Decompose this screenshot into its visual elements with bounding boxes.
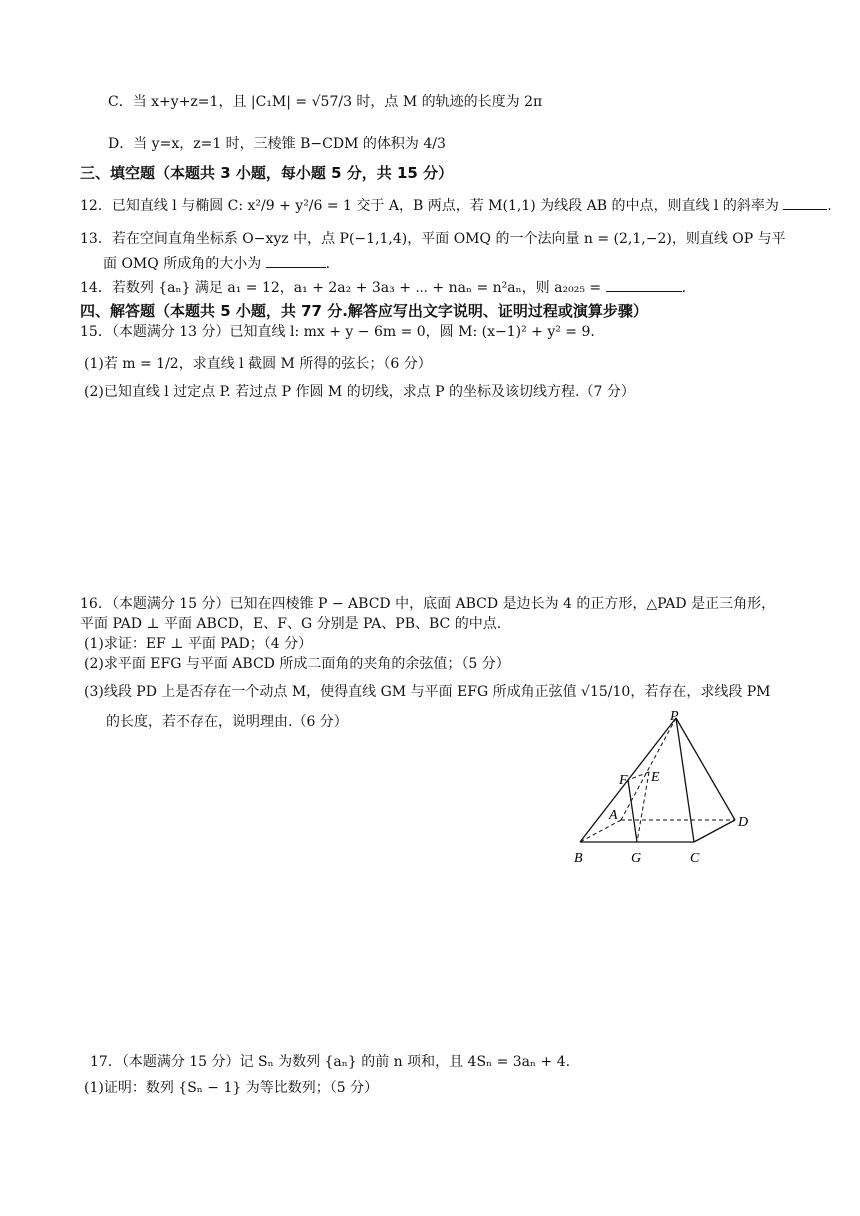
label-C: C <box>690 851 700 866</box>
edge-PD <box>676 718 735 820</box>
answer-blank <box>266 253 326 268</box>
answer-blank <box>606 277 682 292</box>
question-15-part1: (1)若 m = 1/2，求直线 l 截圆 M 所得的弦长；（6 分） <box>84 356 432 372</box>
label-P: P <box>670 709 679 724</box>
section-4-heading: 四、解答题（本题共 5 小题，共 77 分.解答应写出文字说明、证明过程或演算步骤） <box>80 302 648 320</box>
label-D: D <box>738 815 749 830</box>
question-16-part2: (2)求平面 EFG 与平面 ABCD 所成二面角的夹角的余弦值；（5 分） <box>84 656 510 672</box>
edge-CD <box>694 820 735 842</box>
question-16-line2: 平面 PAD ⊥ 平面 ABCD，E、F、G 分别是 PA、PB、BC 的中点. <box>80 616 502 632</box>
label-G: G <box>631 851 642 866</box>
pyramid-figure <box>565 706 765 876</box>
edge-PA <box>621 718 676 820</box>
question-16-part3-line1: (3)线段 PD 上是否存在一个动点 M，使得直线 GM 与平面 EFG 所成角正弦值 √15/10，若存在，求线段 PM <box>84 684 771 700</box>
label-B: B <box>574 851 583 866</box>
question-16-line1: 16．（本题满分 15 分）已知在四棱锥 P − ABCD 中，底面 ABCD 是边长为 4 的正方形，△PAD 是正三角形， <box>80 596 776 612</box>
question-12: 12．已知直线 l 与椭圆 C: x²/9 + y²/6 = 1 交于 A，B 两点，若 M(1,1) 为线段 AB 的中点，则直线 l 的斜率为 . <box>80 195 832 216</box>
question-16-part1: (1)求证：EF ⊥ 平面 PAD；（4 分） <box>84 636 313 652</box>
edge-EG <box>637 772 649 842</box>
question-15: 15．（本题满分 13 分）已知直线 l: mx + y − 6m = 0，圆 M: (x−1)² + y² = 9. <box>80 324 595 340</box>
question-13-text: 面 OMQ 所成角的大小为 <box>103 256 262 272</box>
label-A: A <box>609 808 618 823</box>
edge-AB <box>580 820 621 842</box>
question-12-text: 12．已知直线 l 与椭圆 C: x²/9 + y²/6 = 1 交于 A，B 两点，若 M(1,1) 为线段 AB 的中点，则直线 l 的斜率为 <box>80 198 779 214</box>
label-F: F <box>619 773 628 788</box>
section-3-heading: 三、填空题（本题共 3 小题，每小题 5 分，共 15 分） <box>80 164 454 182</box>
edge-FG <box>628 780 637 842</box>
edge-PC <box>676 718 694 842</box>
question-17-part1: (1)证明：数列 {Sₙ − 1} 为等比数列；（5 分） <box>84 1080 379 1096</box>
question-16-part3-line2: 的长度，若不存在，说明理由.（6 分） <box>106 714 348 730</box>
question-13-line2: 面 OMQ 所成角的大小为 . <box>103 253 330 274</box>
question-15-part2: (2)已知直线 l 过定点 P. 若过点 P 作圆 M 的切线，求点 P 的坐标及该切线方程.（7 分） <box>84 384 635 400</box>
question-14: 14．若数列 {aₙ} 满足 a₁ = 12，a₁ + 2a₂ + 3a₃ + ⋯ + naₙ = n²aₙ，则 a₂₀₂₅ = . <box>80 277 686 298</box>
answer-blank <box>783 195 827 210</box>
question-13-line1: 13．若在空间直角坐标系 O−xyz 中，点 P(−1,1,4)，平面 OMQ 的一个法向量 n = (2,1,−2)，则直线 OP 与平 <box>80 231 786 247</box>
option-d: D．当 y=x，z=1 时，三棱锥 B−CDM 的体积为 4/3 <box>108 136 446 152</box>
question-14-text: 14．若数列 {aₙ} 满足 a₁ = 12，a₁ + 2a₂ + 3a₃ + ⋯ + naₙ = n²aₙ，则 a₂₀₂₅ = <box>80 280 602 296</box>
option-c: C．当 x+y+z=1，且 |C₁M| = √57/3 时，点 M 的轨迹的长度为 2π <box>108 94 543 110</box>
label-E: E <box>651 770 660 785</box>
question-17: 17．（本题满分 15 分）记 Sₙ 为数列 {aₙ} 的前 n 项和，且 4Sₙ = 3aₙ + 4. <box>90 1054 571 1070</box>
